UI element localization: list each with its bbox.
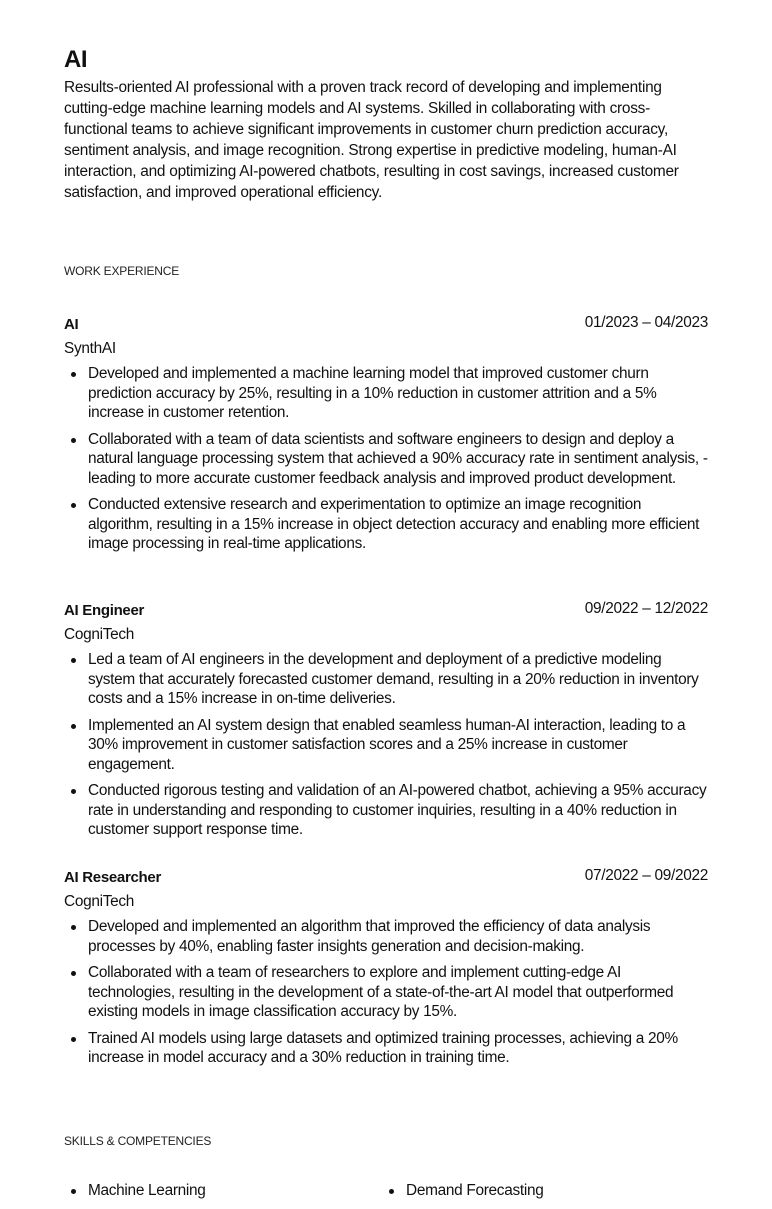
bullet-icon (71, 372, 76, 377)
bullet-text: Trained AI models using large datasets and optimized training processes, achieving a 20% increase in model accuracy and a 30% reduction in training time. (88, 1029, 678, 1066)
candidate-name: AI (64, 46, 87, 73)
bullet-icon (71, 1189, 76, 1194)
job-entry (64, 314, 708, 561)
bullet-text: Conducted extensive research and experimentation to optimize an image recognition algorithm, resulting in a 15% increase in object detection accuracy and enabling more efficient image processing in real-time applications. (88, 496, 700, 552)
skill-text: Demand Forecasting (406, 1182, 544, 1199)
job-entry (64, 867, 708, 1075)
job-bullets (64, 650, 708, 840)
section-title-work-experience: WORK EXPERIENCE (64, 264, 180, 278)
job-dates: 07/2022 – 09/2022 (584, 867, 708, 884)
bullet-item (64, 495, 708, 554)
job-title: AI Researcher (64, 869, 161, 886)
bullet-text: Collaborated with a team of researchers to explore and implement cutting-edge AI technologies, resulting in the development of a state-of-the-art AI model that outperformed existing models in image classification accuracy by 15%. (88, 964, 674, 1020)
bullet-icon (71, 438, 76, 443)
bullet-icon (71, 724, 76, 729)
bullet-item (64, 963, 708, 1022)
bullet-icon (71, 503, 76, 508)
job-bullets (64, 917, 708, 1068)
bullet-icon (389, 1189, 394, 1194)
bullet-icon (71, 1037, 76, 1042)
job-company: CogniTech (64, 626, 135, 643)
job-bullets (64, 364, 708, 554)
job-title: AI Engineer (64, 602, 145, 619)
bullet-item (64, 430, 708, 489)
bullet-item (64, 781, 708, 840)
bullet-icon (71, 925, 76, 930)
professional-summary: Results-oriented AI professional with a proven track record of developing and implementing cutting-edge machine learning models and AI systems. Skilled in collaborating with cross-functional teams to achieve significant improvements in customer churn prediction accuracy, sentiment analysis, and image recognition. Strong expertise in predictive modeling, human-AI interaction, and optimizing AI-powered chatbots, resulting in cost savings, increased customer satisfaction, and improved operational efficiency. (64, 79, 679, 201)
skill-text: Machine Learning (88, 1182, 206, 1199)
section-title-skills: SKILLS & COMPETENCIES (64, 1134, 212, 1148)
skill-item (382, 1181, 543, 1201)
bullet-text: Conducted rigorous testing and validation of an AI-powered chatbot, achieving a 95% accuracy rate in understanding and responding to customer inquiries, resulting in a 40% reduction in customer support response time. (88, 782, 707, 838)
job-dates: 09/2022 – 12/2022 (584, 600, 708, 617)
bullet-icon (71, 971, 76, 976)
job-company: CogniTech (64, 893, 135, 910)
job-company: SynthAI (64, 340, 116, 357)
job-dates: 01/2023 – 04/2023 (584, 314, 708, 331)
bullet-item (64, 917, 708, 956)
bullet-text: Collaborated with a team of data scientists and software engineers to design and deploy a natural language processing system that achieved a 90% accuracy rate in sentiment analysis, -leading to more accurate customer feedback analysis and improved product development. (88, 430, 708, 487)
bullet-text: Developed and implemented a machine learning model that improved customer churn prediction accuracy by 25%, resulting in a 10% reduction in customer attrition and a 5% increase in customer retention. (88, 365, 657, 421)
bullet-item (64, 1029, 708, 1068)
bullet-text: Implemented an AI system design that enabled seamless human-AI interaction, leading to a 30% improvement in customer satisfaction scores and a 25% increase in customer engagement. (88, 716, 686, 773)
bullet-item (64, 716, 708, 775)
job-title: AI (64, 316, 79, 333)
bullet-text: Led a team of AI engineers in the development and deployment of a predictive modeling system that accurately forecasted customer demand, resulting in a 20% reduction in inventory costs and a 15% increase in on-time deliveries. (88, 651, 699, 707)
bullet-icon (71, 789, 76, 794)
bullet-text: Developed and implemented an algorithm that improved the efficiency of data analysis processes by 40%, enabling faster insights generation and decision-making. (88, 918, 651, 955)
bullet-icon (71, 658, 76, 663)
bullet-item (64, 364, 708, 423)
bullet-item (64, 650, 708, 709)
skill-item (64, 1181, 206, 1201)
job-entry (64, 600, 708, 847)
